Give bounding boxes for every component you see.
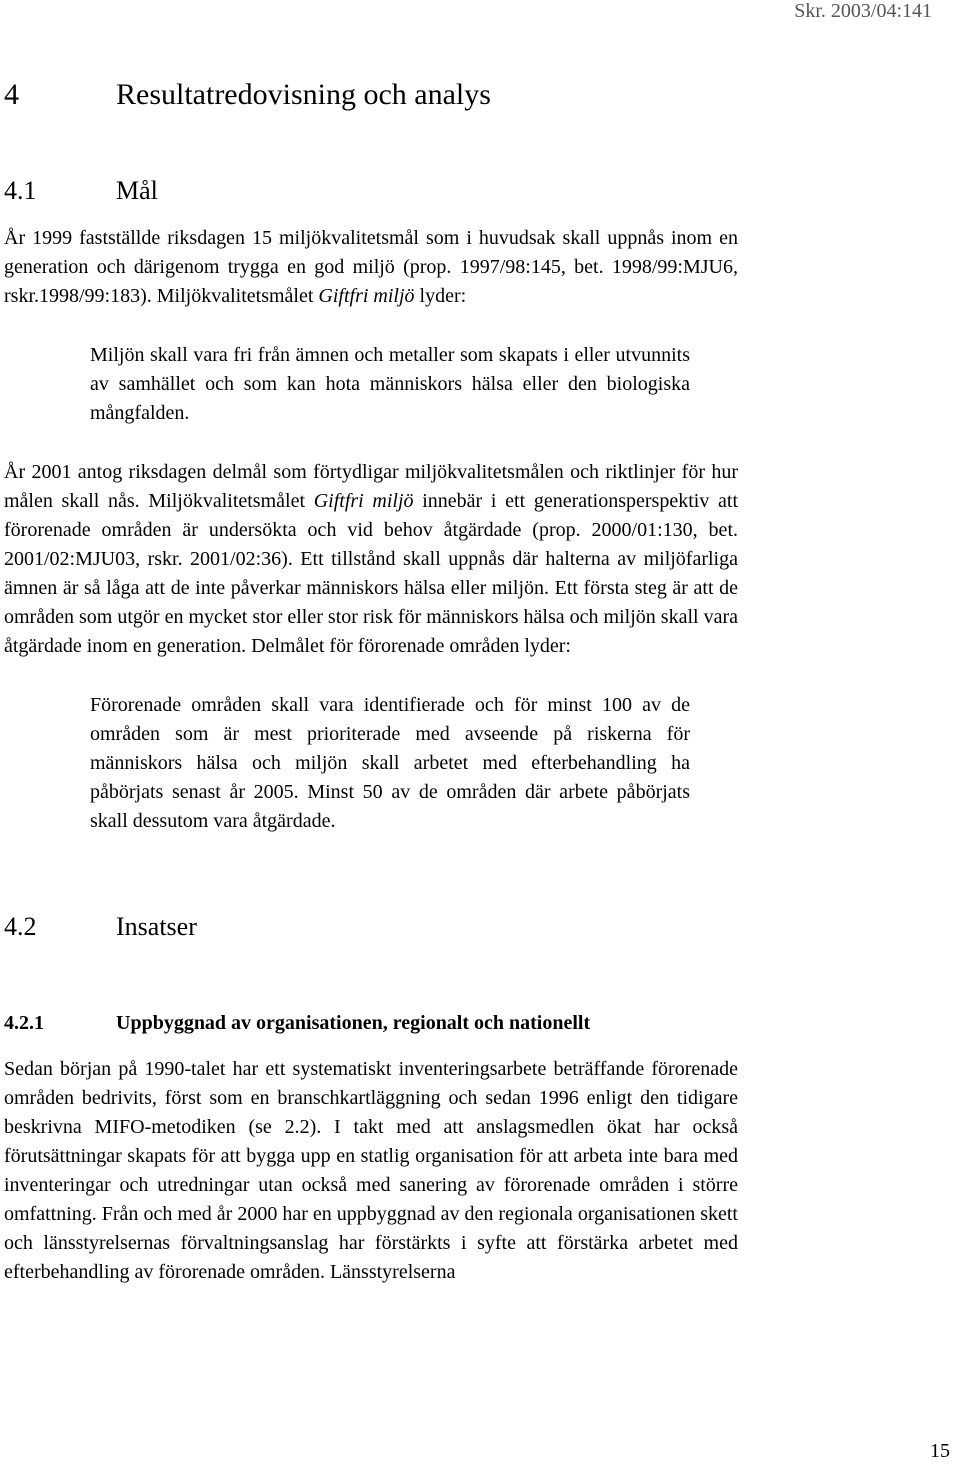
section-number: 4.2 [4,912,37,941]
quote-environmental-goal: Miljön skall vara fri från ämnen och metaller som skapats i eller utvunnits av samhället och som kan hota människors hälsa eller den biologiska mångfalden. [90,344,690,424]
section-4-heading [4,78,738,112]
text-run: År 1999 fastställde riksdagen 15 miljökvalitetsmål som i huvudsak skall uppnås inom en generation och därigenom trygga en god miljö (prop. 1997/98:145, bet. 1998/99:MJU6, rskr.1998/99:183). Miljökvalitetsmålet [4,227,738,307]
section-title: Resultatredovisning och analys [116,78,491,111]
paragraph-2 [4,458,738,661]
quote-sub-goal: Förorenade områden skall vara identifierade och för minst 100 av de områden som är mest prioriterade med avseende på riskerna för människors hälsa och miljön skall arbetet med efterbehandling ha påbörjats senast år 2005. Minst 50 av de områden där arbete påbörjats skall dessutom vara åtgärdade. [90,694,690,832]
paragraph-1 [4,224,738,311]
text-run: År 2001 antog riksdagen delmål som förtydligar miljökvalitetsmålen och riktlinjer för hur målen skall nås. Miljökvalitetsmålet [4,461,738,512]
section-4-1-heading [4,176,738,206]
italic-term: Giftfri miljö [318,285,415,307]
section-title: Uppbyggnad av organisationen, regionalt och nationellt [116,1012,591,1034]
section-number: 4.2.1 [4,1012,44,1034]
text-run: lyder: [414,285,467,307]
italic-term: Giftfri miljö [313,490,414,512]
page-number: 15 [930,1440,950,1462]
document-body [4,60,738,1287]
section-number: 4.1 [4,176,37,205]
section-4-2-1-heading [4,1012,738,1035]
section-title: Mål [116,176,158,205]
document-reference: Skr. 2003/04:141 [794,0,932,22]
section-4-2-heading [4,912,738,942]
paragraph-3: Sedan början på 1990-talet har ett systematiskt inventeringsarbete beträffande förorenade områden bedrivits, först som en branschkartläggning och sedan 1996 enligt den tidigare beskrivna MIFO-metodiken (se 2.2). I takt med att anslagsmedlen ökat har också förutsättningar skapats för att bygga upp en statlig organisation för att arbeta inte bara med inventeringar och utredningar utan också med sanering av förorenade områden i större omfattning. Från och med år 2000 har en uppbyggnad av den regionala organisationen skett och länsstyrelsernas förvaltningsanslag har förstärkts i syfte att förstärka arbetet med efterbehandling av förorenade områden. Länsstyrelserna [4,1058,738,1283]
section-title: Insatser [116,912,197,941]
section-number: 4 [4,78,19,111]
text-run: innebär i ett generationsperspektiv att förorenade områden är undersökta och vid behov åtgärdade (prop. 2000/01:130, bet. 2001/02:MJU03, rskr. 2001/02:36). Ett tillstånd skall uppnås där halterna av miljöfarliga ämnen är så låga att de inte påverkar människors hälsa eller miljön. Ett första steg är att de områden som utgör en mycket stor eller stor risk för människors hälsa och miljön skall vara åtgärdade inom en generation. Delmålet för förorenade områden lyder: [4,490,739,657]
